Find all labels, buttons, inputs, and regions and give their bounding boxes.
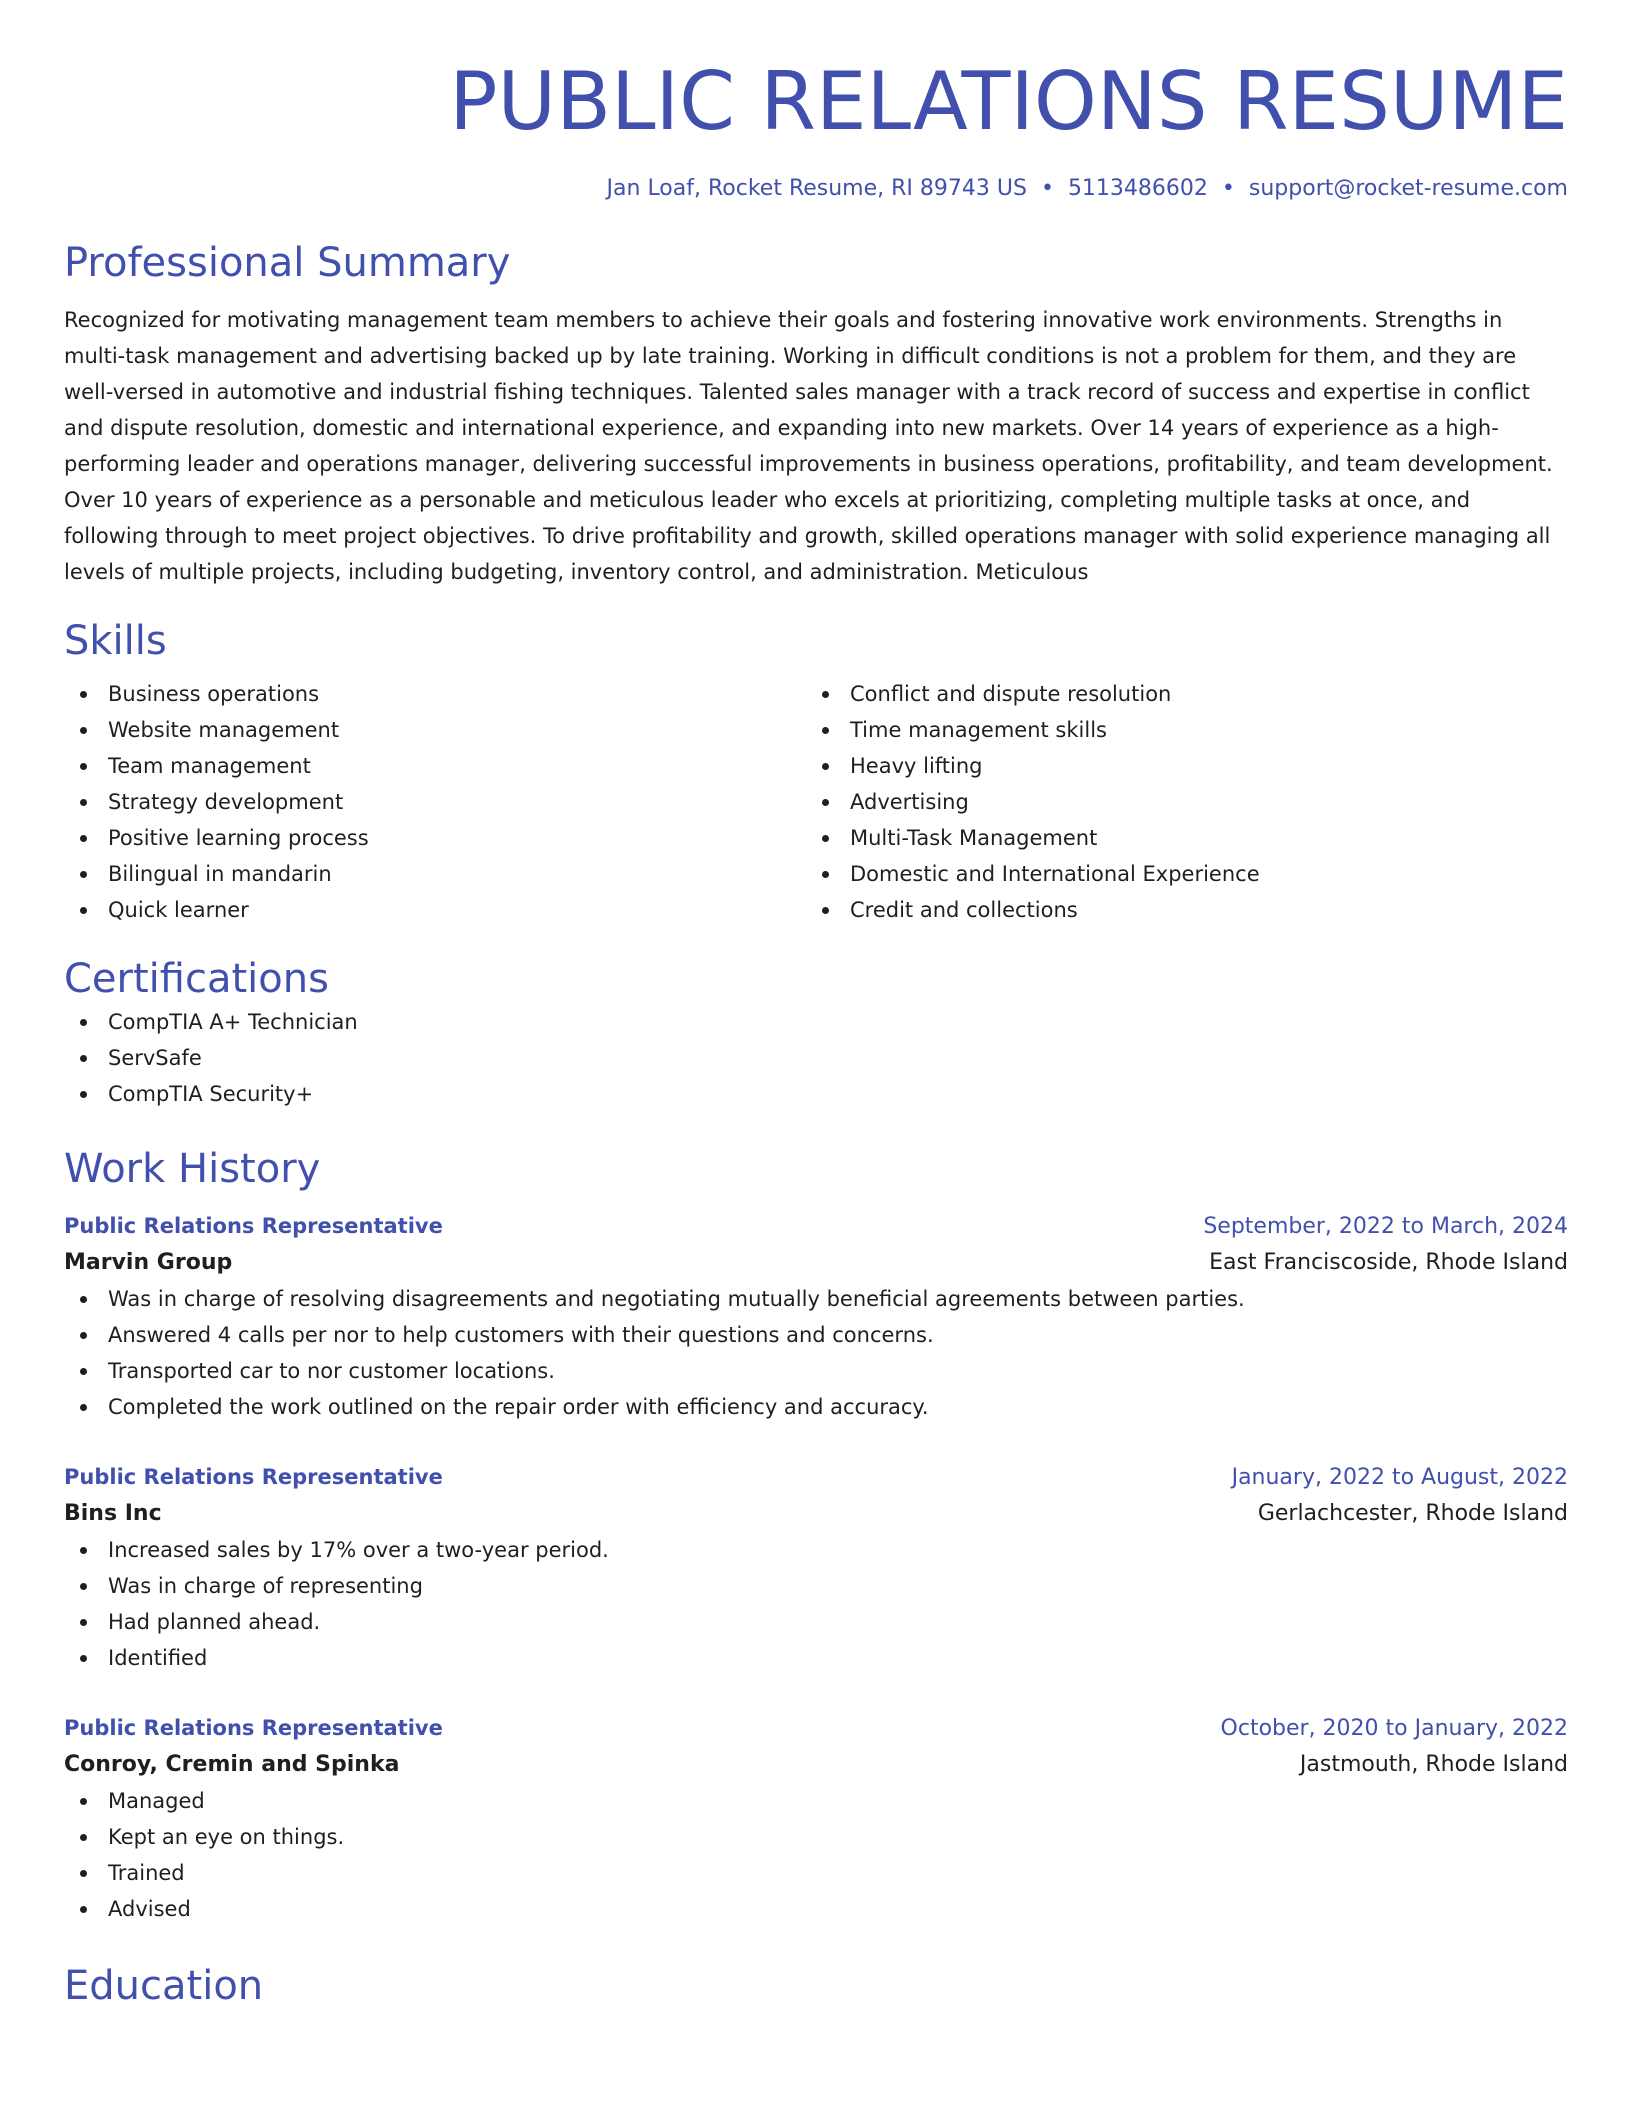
job-duty-item: Advised xyxy=(64,1891,1568,1927)
summary-text: Recognized for motivating management team members to achieve their goals and fostering innovative work environments. Strengths in multi-task management and advertising backed up by late training. Working in difficult conditions is not a problem for them, and they are well-versed in automotive and industrial fishing techniques. Talented sales manager with a track record of success and expertise in conflict and dispute resolution, domestic and international experience, and expanding into new markets. Over 14 years of experience as a high-performing leader and operations manager, delivering successful improvements in business operations, profitability, and team development. Over 10 years of experience as a personable and meticulous leader who excels at prioritizing, completing multiple tasks at once, and following through to meet project objectives. To drive profitability and growth, skilled operations manager with solid experience managing all levels of multiple projects, including budgeting, inventory control, and administration. Meticulous xyxy=(64,308,1553,584)
job-duties-list xyxy=(64,1532,1568,1676)
job-duty-item: Completed the work outlined on the repair order with efficiency and accuracy. xyxy=(64,1389,1568,1425)
skill-item: Credit and collections xyxy=(806,892,1548,928)
job-duty-item: Transported car to nor customer locations. xyxy=(64,1353,1568,1389)
skill-item: Conflict and dispute resolution xyxy=(806,676,1548,712)
job-duty-item: Increased sales by 17% over a two-year period. xyxy=(64,1532,1568,1568)
contact-separator: • xyxy=(1221,176,1235,201)
summary-heading: Professional Summary xyxy=(64,240,511,286)
job-dates: September, 2022 to March, 2024 xyxy=(1203,1214,1568,1239)
skill-item: Team management xyxy=(64,748,806,784)
job-location: East Franciscoside, Rhode Island xyxy=(1209,1250,1568,1275)
job-duties-list xyxy=(64,1783,1568,1927)
job-duty-item: Managed xyxy=(64,1783,1568,1819)
skill-item: Bilingual in mandarin xyxy=(64,856,806,892)
contact-phone: 5113486602 xyxy=(1067,176,1208,201)
skill-item: Business operations xyxy=(64,676,806,712)
resume-title: PUBLIC RELATIONS RESUME xyxy=(449,55,1568,148)
skill-item: Time management skills xyxy=(806,712,1548,748)
contact-email: support@rocket-resume.com xyxy=(1248,176,1568,201)
job-title: Public Relations Representative xyxy=(64,1716,443,1740)
job-duty-item: Was in charge of resolving disagreements and negotiating mutually beneficial agreements between parties. xyxy=(64,1281,1568,1317)
skill-item: Domestic and International Experience xyxy=(806,856,1548,892)
skills-list-left xyxy=(64,676,806,928)
job-entry xyxy=(64,1710,1568,1927)
job-company: Conroy, Cremin and Spinka xyxy=(64,1752,400,1777)
job-duty-item: Was in charge of representing xyxy=(64,1568,1568,1604)
work-history-heading: Work History xyxy=(64,1146,321,1192)
skill-item: Quick learner xyxy=(64,892,806,928)
skill-item: Positive learning process xyxy=(64,820,806,856)
certification-item: CompTIA Security+ xyxy=(64,1076,1568,1112)
skills-list-right xyxy=(806,676,1548,928)
skills-column-left xyxy=(64,676,806,928)
certification-item: CompTIA A+ Technician xyxy=(64,1004,1568,1040)
job-entry xyxy=(64,1208,1568,1425)
certifications-heading: Certifications xyxy=(64,956,329,1002)
job-title: Public Relations Representative xyxy=(64,1465,443,1489)
skills-columns xyxy=(64,676,1568,928)
job-entry xyxy=(64,1459,1568,1676)
job-duty-item: Had planned ahead. xyxy=(64,1604,1568,1640)
contact-address: Jan Loaf, Rocket Resume, RI 89743 US xyxy=(606,176,1027,201)
skills-heading: Skills xyxy=(64,618,167,664)
job-dates: January, 2022 to August, 2022 xyxy=(1231,1465,1568,1490)
job-location: Gerlachcester, Rhode Island xyxy=(1257,1501,1568,1526)
certifications-list xyxy=(64,1004,1568,1112)
job-dates: October, 2020 to January, 2022 xyxy=(1220,1716,1568,1741)
certification-item: ServSafe xyxy=(64,1040,1568,1076)
job-header-row xyxy=(64,1459,1568,1496)
job-header-row xyxy=(64,1710,1568,1747)
education-heading: Education xyxy=(64,1963,264,2009)
job-duty-item: Trained xyxy=(64,1855,1568,1891)
job-company: Marvin Group xyxy=(64,1250,233,1275)
skill-item: Website management xyxy=(64,712,806,748)
job-company: Bins Inc xyxy=(64,1501,162,1526)
job-company-row xyxy=(64,1496,1568,1532)
skill-item: Advertising xyxy=(806,784,1548,820)
job-company-row xyxy=(64,1245,1568,1281)
contact-line xyxy=(64,174,1568,204)
skill-item: Heavy lifting xyxy=(806,748,1548,784)
job-company-row xyxy=(64,1747,1568,1783)
job-duty-item: Identified xyxy=(64,1640,1568,1676)
skills-column-right xyxy=(806,676,1548,928)
job-title: Public Relations Representative xyxy=(64,1214,443,1238)
skill-item: Strategy development xyxy=(64,784,806,820)
contact-separator: • xyxy=(1040,176,1054,201)
job-duty-item: Kept an eye on things. xyxy=(64,1819,1568,1855)
job-header-row xyxy=(64,1208,1568,1245)
skill-item: Multi-Task Management xyxy=(806,820,1548,856)
job-duty-item: Answered 4 calls per nor to help customers with their questions and concerns. xyxy=(64,1317,1568,1353)
job-location: Jastmouth, Rhode Island xyxy=(1299,1752,1568,1777)
job-duties-list xyxy=(64,1281,1568,1425)
resume-page xyxy=(64,0,1568,2011)
